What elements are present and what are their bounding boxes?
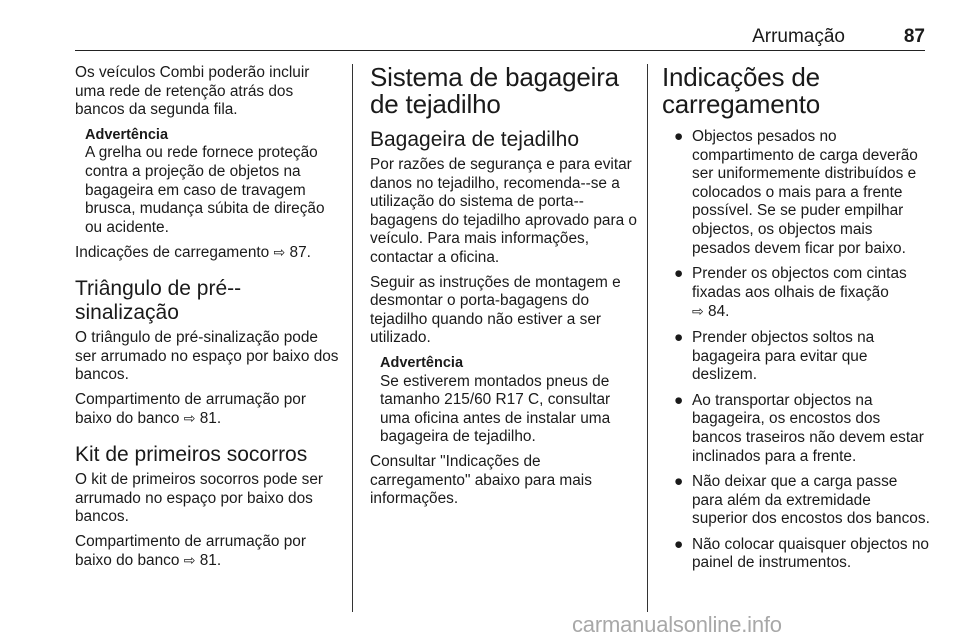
- reference-page[interactable]: 81.: [195, 410, 222, 428]
- column-divider: [647, 64, 648, 612]
- list-item: [662, 329, 930, 385]
- warning-title: Advertência: [380, 354, 464, 371]
- bullet-icon: ●: [674, 128, 684, 145]
- list-item-text: Prender objectos soltos na bagageira para evitar que deslizem.: [692, 328, 875, 384]
- warning-box: [380, 354, 638, 447]
- watermark: carmanualsonline.info: [572, 612, 782, 637]
- list-item-text: Ao transportar objectos na bagageira, os encostos dos bancos traseiros não devem estar inclinados para a frente.: [692, 391, 924, 465]
- firstaid-heading: Kit de primeiros socorros: [75, 442, 308, 466]
- list-item: [662, 536, 930, 573]
- reference-page[interactable]: 81.: [195, 552, 222, 570]
- list-item: [662, 392, 930, 466]
- loading-list: [662, 128, 930, 573]
- list-item: [662, 473, 930, 529]
- bullet-icon: ●: [674, 391, 684, 409]
- page-ref-icon: ⇨: [692, 303, 704, 320]
- column-left: [75, 64, 343, 577]
- reference-page[interactable]: 84.: [703, 303, 730, 321]
- roof-rack-subheading: Bagageira de tejadilho: [370, 128, 579, 151]
- page-ref-icon: ⇨: [183, 410, 196, 427]
- intro-text: Os veículos Combi poderão incluir uma rede de retenção atrás dos bancos da segunda fila.: [75, 64, 310, 119]
- warning-text: Se estiverem montados pneus de tamanho 215/60 R17 C, consultar uma oficina antes de instalar uma bagageira de tejadilho.: [380, 372, 611, 446]
- page-ref-icon: ⇨: [183, 552, 196, 569]
- bullet-icon: ●: [674, 328, 684, 346]
- list-item-text: Objectos pesados no compartimento de carga deverão ser uniformemente distribuídos e colocados o mais para a frente possível. Se se puder empilhar objectos, os objectos mais pesados devem ficar por baixo.: [692, 128, 918, 257]
- firstaid-reference: [75, 533, 343, 571]
- firstaid-text: O kit de primeiros socorros pode ser arrumado no espaço por baixo dos bancos.: [75, 470, 324, 526]
- list-item: [662, 265, 930, 322]
- triangle-heading: Triângulo de pré--sinalização: [75, 276, 242, 324]
- loading-heading: Indicações de carregamento: [662, 62, 821, 119]
- list-item-text: Não deixar que a carga passe para além da extremidade superior dos encostos dos bancos.: [692, 473, 930, 528]
- page-number: 87: [903, 26, 925, 47]
- triangle-text: O triângulo de pré-sinalização pode ser arrumado no espaço por baixo dos bancos.: [75, 328, 339, 384]
- reference-text: Compartimento de arrumação por baixo do banco: [75, 532, 306, 570]
- reference-page[interactable]: 87.: [285, 244, 311, 262]
- reference-text: Compartimento de arrumação por baixo do banco: [75, 390, 306, 428]
- roof-rack-para-2: Seguir as instruções de montagem e desmontar o porta-bagagens do tejadilho quando não estiver a ser utilizado.: [370, 273, 621, 347]
- reference-text: Indicações de carregamento: [75, 244, 270, 262]
- bullet-icon: ●: [674, 535, 684, 553]
- list-item-text: Prender os objectos com cintas fixadas aos olhais de fixação: [692, 265, 907, 301]
- warning-box: [85, 126, 343, 238]
- bullet-icon: ●: [674, 473, 684, 491]
- triangle-reference: [75, 391, 343, 429]
- column-right: [662, 64, 930, 580]
- roof-rack-para-1: Por razões de segurança e para evitar danos no tejadilho, recomenda--se a utilização do sistema de porta--bagagens do tejadilho aprovado para o veículo. Para mais informações, contactar a oficina.: [370, 156, 637, 266]
- roof-rack-para-3: Consultar "Indicações de carregamento" abaixo para mais informações.: [370, 452, 592, 508]
- column-middle: [370, 64, 638, 515]
- column-divider: [352, 64, 353, 612]
- list-item: [662, 128, 930, 258]
- roof-rack-heading: Sistema de bagageira de tejadilho: [370, 62, 619, 119]
- warning-title: Advertência: [85, 126, 169, 143]
- page-ref-icon: ⇨: [273, 244, 286, 261]
- list-item-text: Não colocar quaisquer objectos no painel de instrumentos.: [692, 535, 929, 572]
- bullet-icon: ●: [674, 265, 684, 283]
- loading-reference: [75, 243, 343, 263]
- section-title: Arrumação: [752, 26, 845, 47]
- page-header: [75, 22, 925, 51]
- warning-text: A grelha ou rede fornece proteção contra a projeção de objetos na bagageira em caso de travagem brusca, mudança súbita de direção ou acidente.: [85, 144, 325, 236]
